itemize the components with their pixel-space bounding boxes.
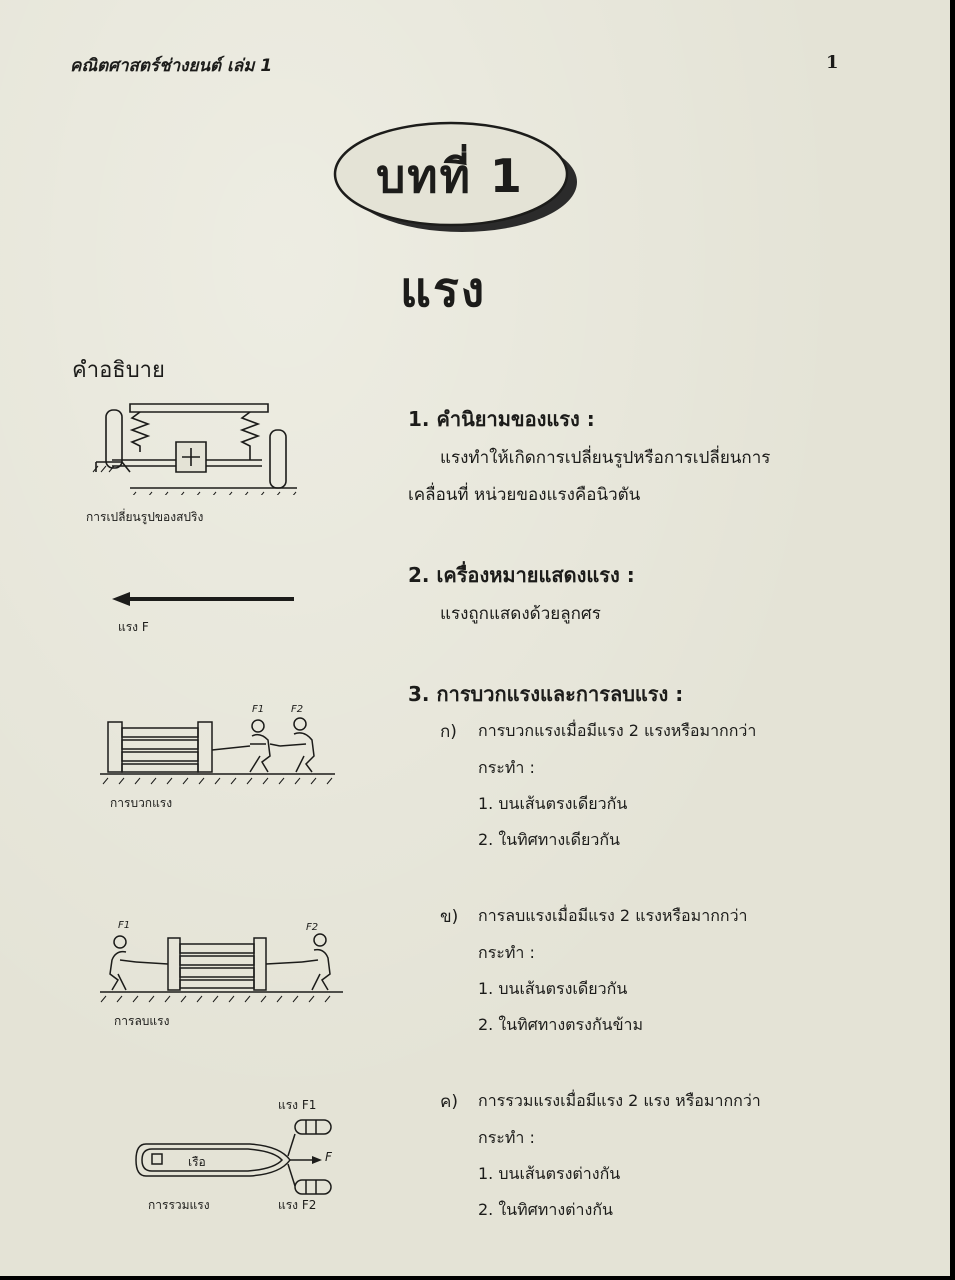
label-f2-add: F2 bbox=[291, 704, 304, 715]
section-1-line-2: เคลื่อนที่ หน่วยของแรงคือนิวตัน bbox=[408, 485, 641, 505]
subsection-b-item-2: 2. ในทิศทางตรงกันข้าม bbox=[478, 1015, 644, 1034]
label-f1-sub: F1 bbox=[118, 920, 131, 931]
figure-caption-spring: การเปลี่ยนรูปของสปริง bbox=[86, 510, 204, 524]
force-result-label: F bbox=[325, 1150, 332, 1164]
subsection-a-item-1: 1. บนเส้นตรงเดียวกัน bbox=[478, 794, 628, 813]
subsection-b-line-1: การลบแรงเมื่อมีแรง 2 แรงหรือมากกว่า bbox=[478, 906, 748, 925]
sidebar-heading: คำอธิบาย bbox=[72, 358, 165, 383]
subsection-b-marker: ข) bbox=[440, 907, 459, 927]
subsection-c-line-2: กระทำ : bbox=[478, 1128, 535, 1147]
figure-caption-force: แรง F bbox=[118, 620, 149, 634]
force-bottom-label: แรง F2 bbox=[278, 1198, 317, 1212]
figure-caption-adding: การบวกแรง bbox=[110, 796, 173, 810]
subsection-c-item-1: 1. บนเส้นตรงต่างกัน bbox=[478, 1164, 621, 1183]
section-3-heading: 3. การบวกแรงและการลบแรง : bbox=[408, 682, 684, 706]
section-2-heading: 2. เครื่องหมายแสดงแรง : bbox=[408, 563, 635, 587]
subsection-c-line-1: การรวมแรงเมื่อมีแรง 2 แรง หรือมากกว่า bbox=[478, 1091, 761, 1110]
label-f2-sub: F2 bbox=[306, 922, 319, 933]
figure-caption-combining: การรวมแรง bbox=[148, 1198, 210, 1212]
book-title: คณิตศาสตร์ช่างยนต์ เล่ม 1 bbox=[70, 56, 273, 76]
section-1-line-1: แรงทำให้เกิดการเปลี่ยนรูปหรือการเปลี่ยนการ bbox=[440, 448, 771, 468]
subsection-a-line-2: กระทำ : bbox=[478, 758, 535, 777]
label-f1-add: F1 bbox=[252, 704, 265, 715]
subsection-b-item-1: 1. บนเส้นตรงเดียวกัน bbox=[478, 979, 628, 998]
subsection-c-item-2: 2. ในทิศทางต่างกัน bbox=[478, 1200, 613, 1219]
adding-forces-diagram bbox=[100, 710, 335, 790]
subsection-b-line-2: กระทำ : bbox=[478, 943, 535, 962]
spring-deformation-diagram bbox=[92, 400, 302, 495]
page-number: 1 bbox=[826, 52, 839, 73]
chapter-label: บทที่ 1 bbox=[376, 149, 524, 203]
subsection-a-item-2: 2. ในทิศทางเดียวกัน bbox=[478, 830, 620, 849]
subtracting-forces-diagram bbox=[98, 930, 343, 1005]
subsection-c-marker: ค) bbox=[440, 1092, 459, 1112]
subsection-a-marker: ก) bbox=[440, 722, 457, 742]
chapter-title: แรง bbox=[400, 262, 487, 318]
figure-caption-subtracting: การลบแรง bbox=[114, 1014, 170, 1028]
force-top-label: แรง F1 bbox=[278, 1098, 317, 1112]
subsection-a-line-1: การบวกแรงเมื่อมีแรง 2 แรงหรือมากกว่า bbox=[478, 721, 757, 740]
combining-forces-diagram bbox=[130, 1112, 345, 1202]
boat-label: เรือ bbox=[188, 1155, 206, 1169]
section-2-line-1: แรงถูกแสดงด้วยลูกศร bbox=[440, 604, 601, 624]
force-arrow-icon bbox=[110, 590, 300, 608]
section-1-heading: 1. คำนิยามของแรง : bbox=[408, 407, 595, 431]
